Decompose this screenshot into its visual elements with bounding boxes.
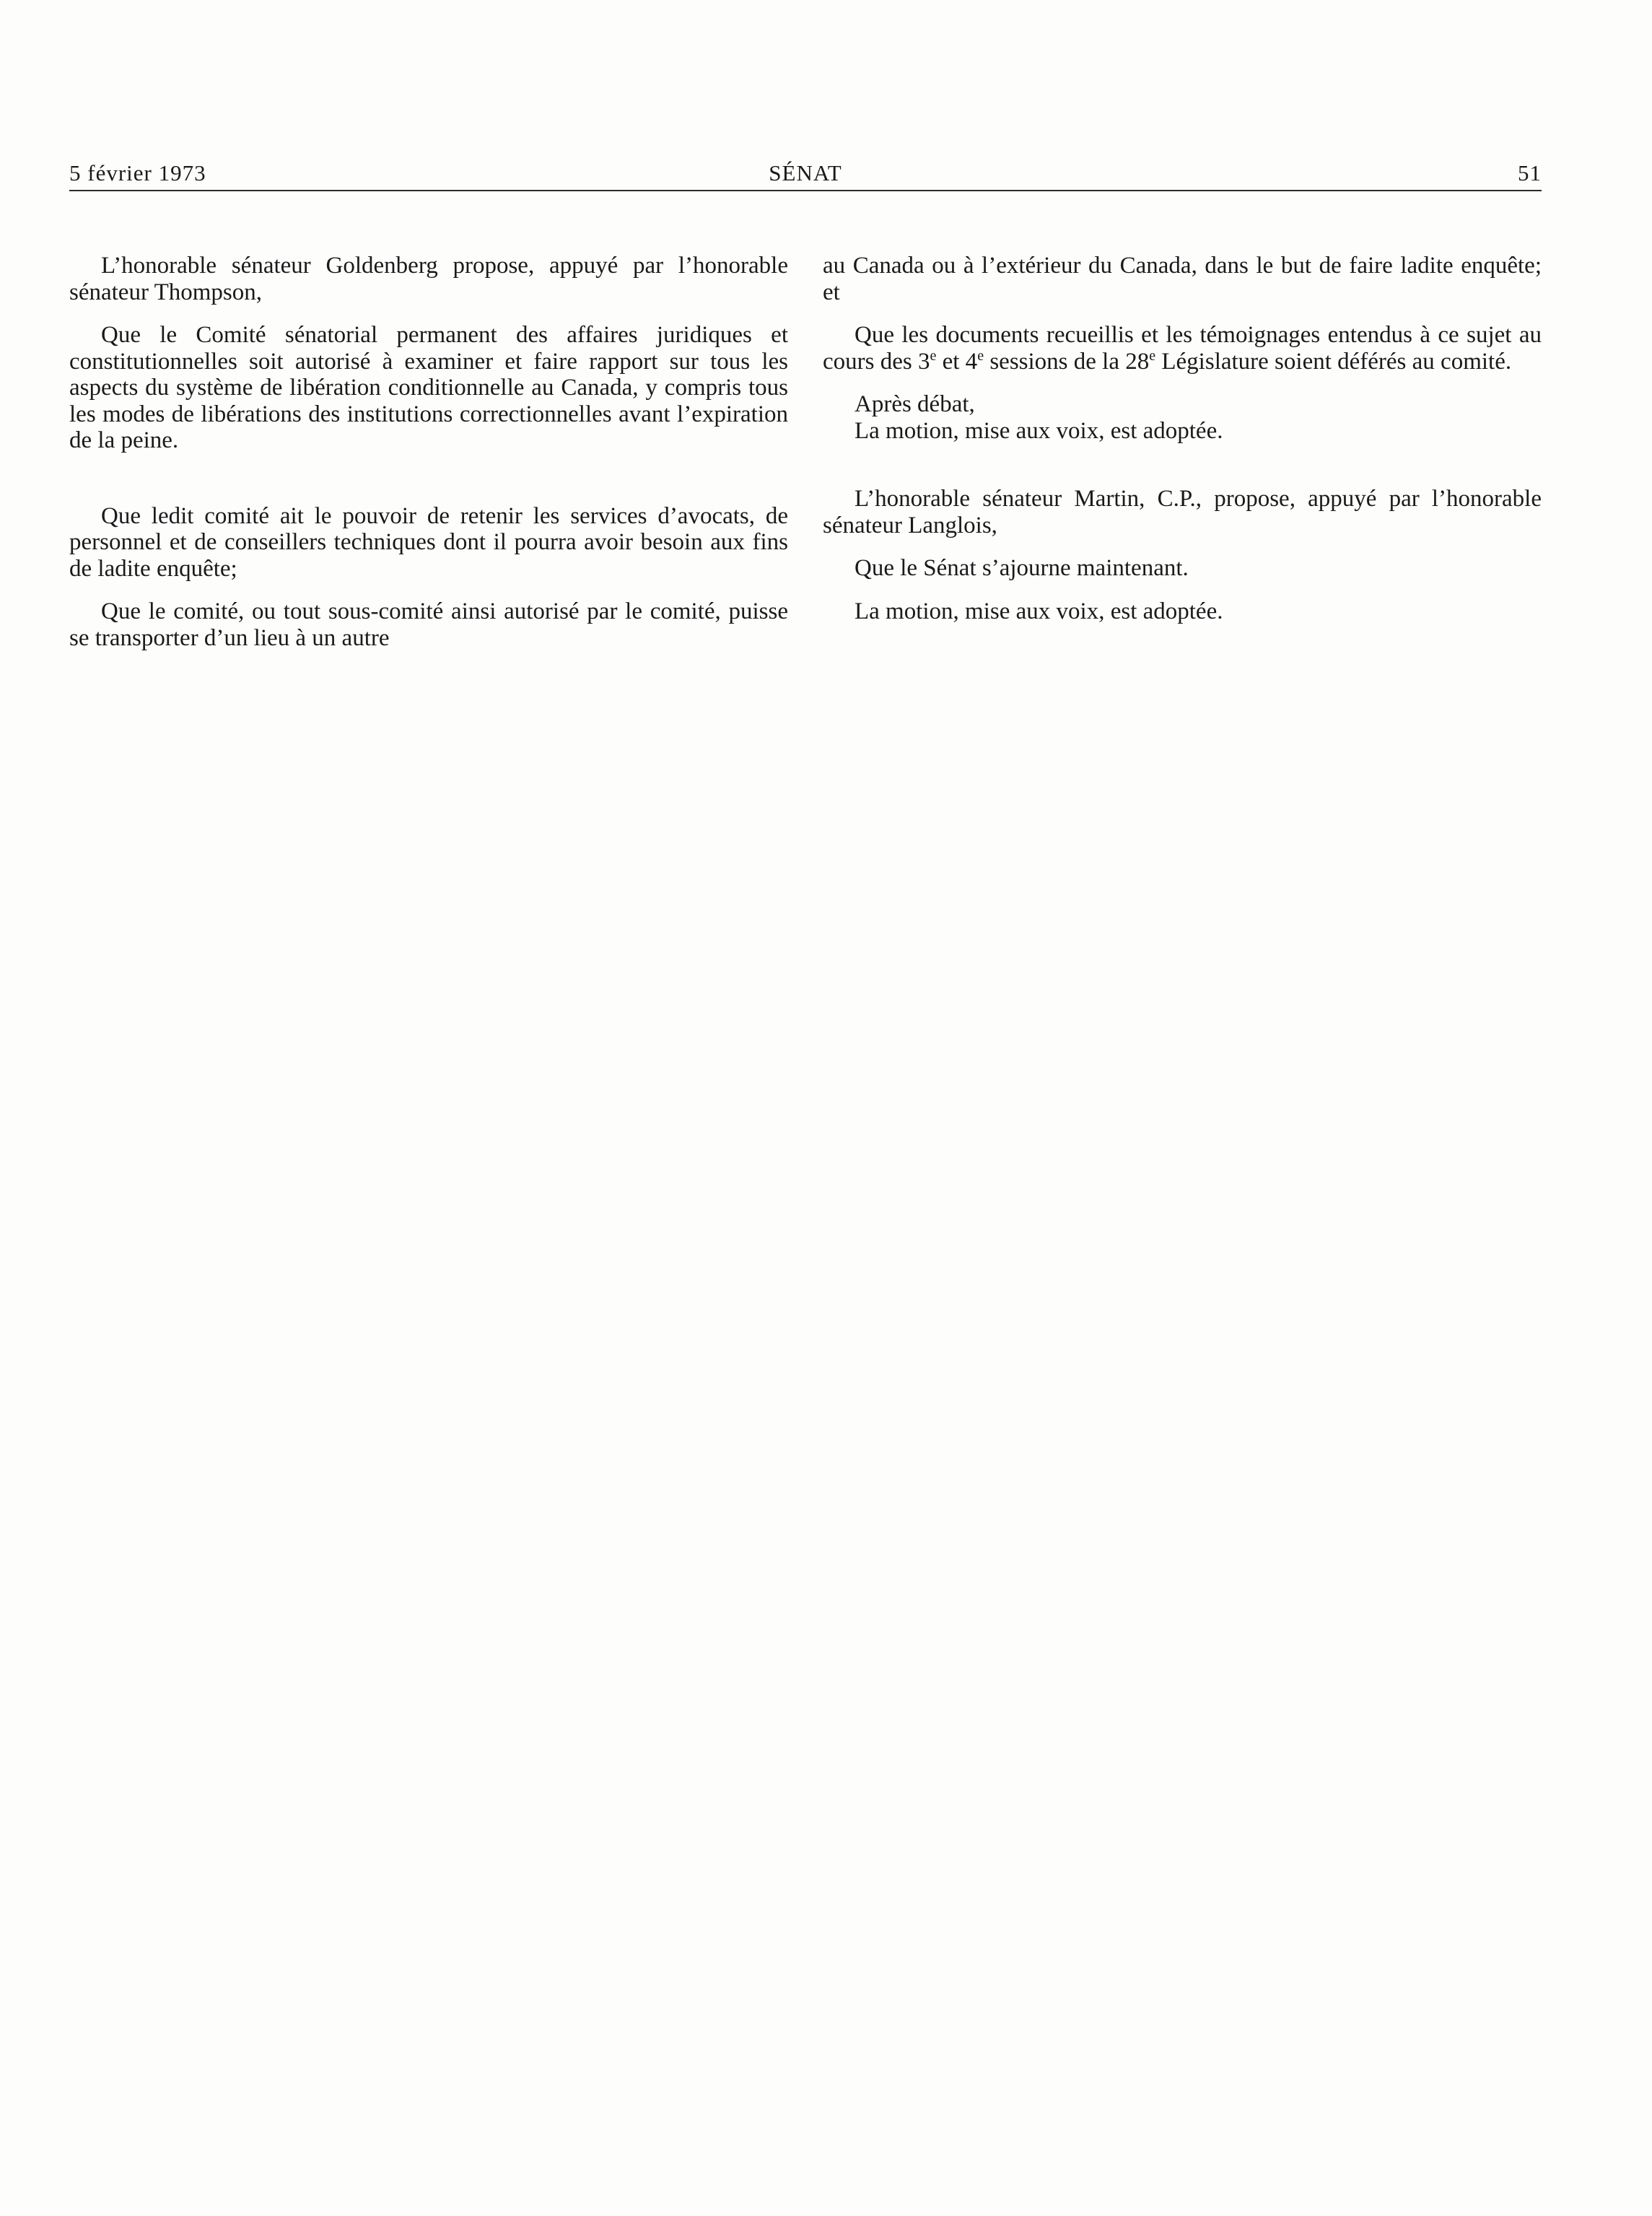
motion-staff-paragraph: Que ledit comité ait le pouvoir de retenir les services d’avocats, de personnel et de conseillers techniques dont il pourra avoir besoin aux fins de ladite enquête; [69, 502, 788, 582]
page-number: 51 [1518, 160, 1542, 186]
ordinal-superscript: e [930, 347, 937, 364]
header-date: 5 février 1973 [69, 160, 206, 186]
right-column [823, 253, 1542, 624]
motion-travel-paragraph: Que le comité, ou tout sous-comité ainsi autorisé par le comité, puisse se transporter d’un lieu à un autre [69, 598, 788, 651]
page-header [69, 160, 1542, 193]
ordinal-superscript: e [977, 347, 984, 364]
ordinal-superscript: e [1149, 347, 1156, 364]
after-debate-line: Après débat, [855, 391, 975, 417]
left-column [69, 253, 788, 651]
motion-intro-paragraph: L’honorable sénateur Goldenberg propose, appuyé par l’honorable sénateur Thompson, [69, 253, 788, 305]
motion-adopted-line: La motion, mise aux voix, est adoptée. [855, 417, 1223, 444]
documents-text-b: et 4 [936, 348, 978, 375]
documents-text-c: sessions de la 28 [984, 348, 1150, 375]
header-rule [69, 190, 1542, 191]
motion-resolution-paragraph: Que le Comité sénatorial permanent des affaires juridiques et constitutionnelles soit autorisé à examiner et faire rapport sur tous les aspects du système de libération conditionnelle au Canada, y compris tous les modes de libérations des institutions correctionnelles avant l’expiration de la peine. [69, 322, 788, 453]
documents-text-a: Que les documents recueillis et les témoignages entendus à ce sujet au cours des 3 [823, 322, 1542, 375]
motion-documents-paragraph [823, 322, 1542, 375]
adjournment-adopted-line: La motion, mise aux voix, est adoptée. [855, 598, 1223, 624]
documents-text-d: Législature soient déférés au comité. [1155, 348, 1512, 375]
header-title: SÉNAT [769, 160, 842, 186]
motion-travel-continuation: au Canada ou à l’extérieur du Canada, dans le but de faire ladite enquête; et [823, 253, 1542, 305]
adjournment-resolution-line: Que le Sénat s’ajourne maintenant. [855, 555, 1189, 581]
adjournment-motion-paragraph: L’honorable sénateur Martin, C.P., propose, appuyé par l’honorable sénateur Langlois, [823, 486, 1542, 538]
